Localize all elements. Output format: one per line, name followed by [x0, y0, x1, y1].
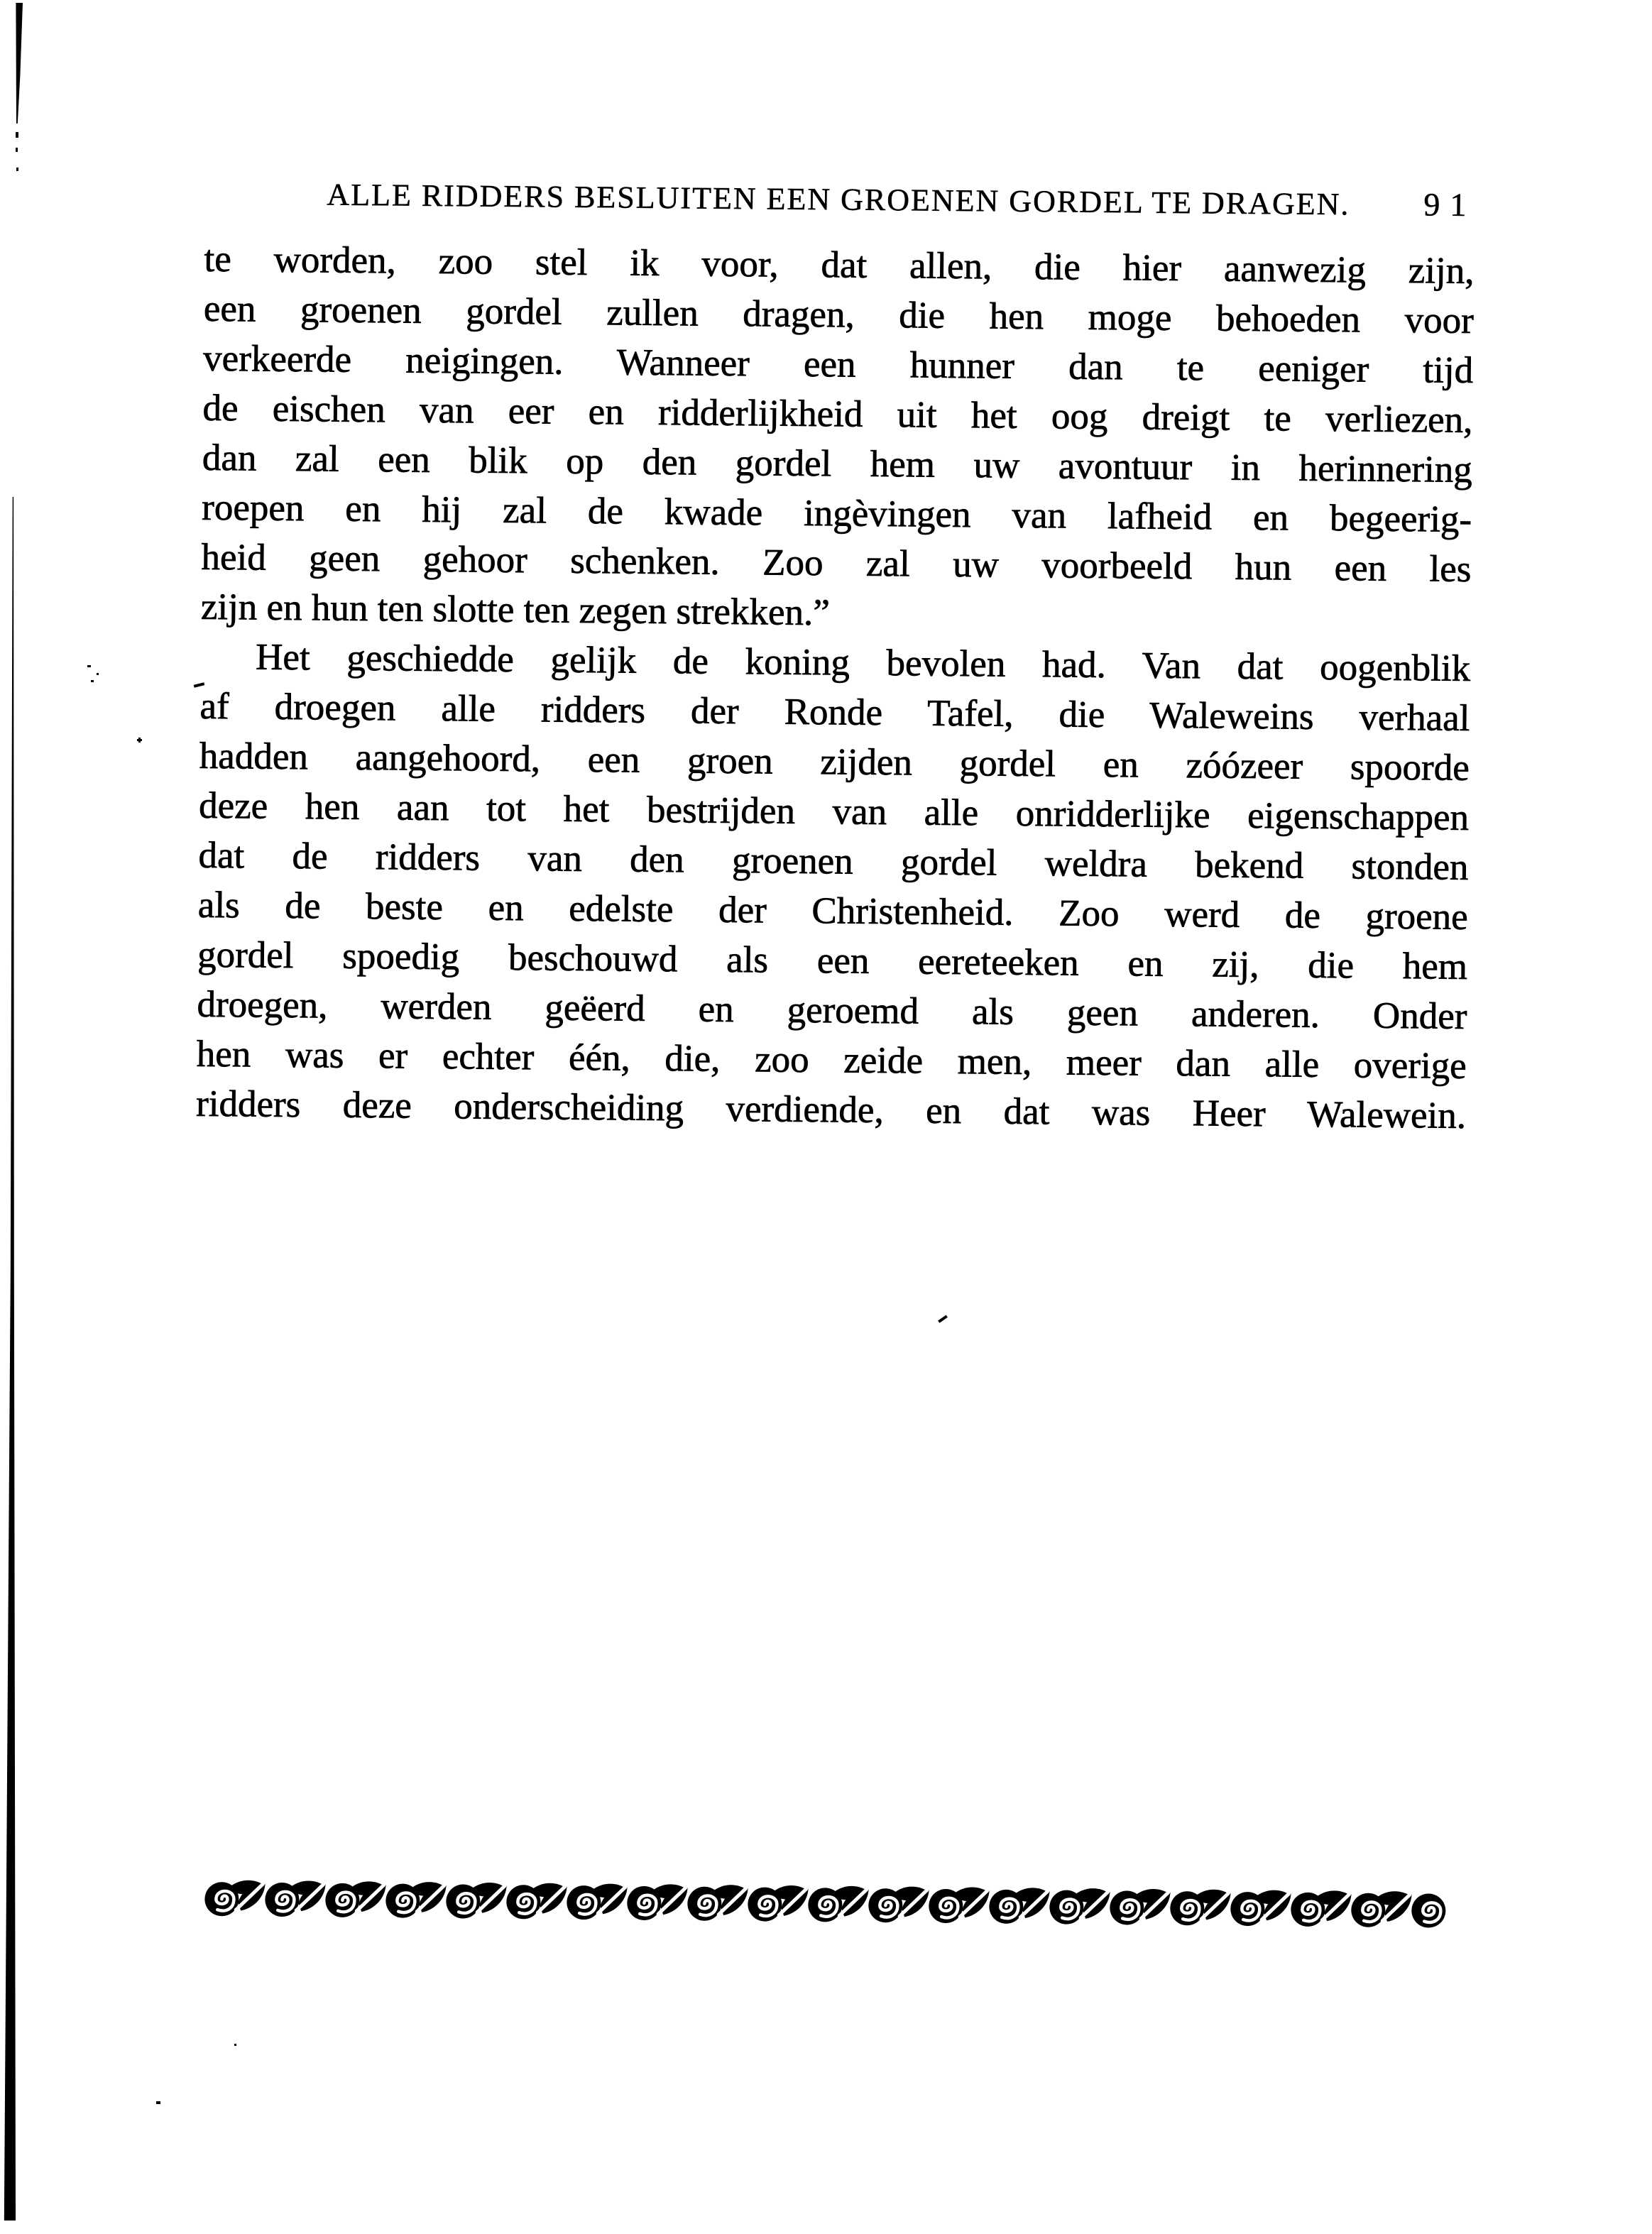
text-line: deze hen aan tot het bestrijden van alle onridderlijke eigenschappen	[198, 784, 1470, 839]
text-line: af droegen alle ridders der Ronde Tafel, die Waleweins verhaal	[199, 685, 1470, 740]
paragraph	[196, 632, 1471, 1141]
scroll-unit	[1170, 1889, 1230, 1926]
text-line: dat de ridders van den groenen gordel weldra bekend stonden	[198, 834, 1469, 889]
text-line: hadden aangehoord, een groen zijden gordel en zóózeer spoorde	[199, 735, 1470, 789]
text-line: te worden, zoo stel ik voor, dat allen, die hier aanwezig zijn,	[204, 238, 1475, 292]
scroll-unit	[506, 1883, 567, 1920]
scroll-unit	[567, 1883, 627, 1920]
text-line: dan zal een blik op den gordel hem uw avontuur in herinnering	[202, 437, 1473, 491]
scroll-unit	[1351, 1891, 1411, 1928]
text-line: een groenen gordel zullen dragen, die hen moge behoeden voor	[203, 288, 1475, 342]
paragraph	[201, 234, 1475, 644]
ornament-row	[204, 1880, 1445, 1928]
text-line: Het geschiedde gelijk de koning bevolen had. Van dat oogenblik	[255, 636, 1471, 690]
text-line: ridders deze onderscheiding verdiende, en dat was Heer Walewein.	[195, 1083, 1467, 1137]
running-header	[206, 175, 1476, 224]
scroll-unit	[929, 1887, 989, 1924]
scroll-unit	[1110, 1888, 1170, 1925]
text-line: zijn en hun ten slotte ten zegen strekken.”	[200, 586, 831, 634]
body-text	[196, 234, 1475, 1141]
text-line: gordel spoedig beschouwd als een eereteeken en zij, die hem	[197, 933, 1468, 988]
text-line: hen was er echter één, die, zoo zeide men, meer dan alle overige	[196, 1033, 1467, 1088]
text-line: heid geen gehoor schenken. Zoo zal uw voorbeeld hun een les	[201, 536, 1472, 591]
scroll-unit	[627, 1884, 687, 1921]
scan-artifact-speck	[16, 168, 18, 171]
scan-artifact-speck	[156, 2101, 160, 2104]
text-line: als de beste en edelste der Christenheid. Zoo werd de groene	[197, 884, 1469, 938]
scroll-unit	[1230, 1890, 1291, 1927]
page-number: 91	[1423, 186, 1477, 224]
text-line: droegen, werden geëerd en geroemd als geen anderen. Onder	[197, 983, 1467, 1038]
scroll-unit	[385, 1882, 446, 1919]
scroll-unit	[204, 1880, 265, 1917]
scroll-frieze-ornament	[204, 1877, 1475, 1930]
text-line: verkeerde neigingen. Wanneer een hunner dan te eeniger tijd	[202, 337, 1474, 392]
text-line: roepen en hij zal de kwade ingèvingen van lafheid en begeerig-	[201, 486, 1472, 541]
scan-artifact-speck	[97, 673, 99, 675]
chapter-title: ALLE RIDDERS BESLUITEN EEN GROENEN GORDEL TE DRAGEN.	[327, 177, 1350, 222]
scroll-unit	[808, 1885, 868, 1922]
scroll-unit	[325, 1881, 385, 1918]
scan-artifact-speck	[16, 148, 18, 152]
scan-artifact-speck	[87, 665, 91, 667]
text-line: de eischen van eer en ridderlijkheid uit het oog dreigt te verliezen,	[202, 387, 1473, 442]
scan-artifact-speck	[16, 132, 18, 138]
scroll-unit	[1291, 1890, 1351, 1927]
scroll-end-spiral	[1411, 1893, 1445, 1927]
scroll-unit	[868, 1886, 929, 1923]
scroll-unit	[748, 1885, 808, 1922]
scroll-unit	[1049, 1888, 1110, 1925]
scroll-frieze-svg	[204, 1877, 1475, 1930]
scan-artifact-speck	[137, 739, 142, 741]
scan-artifact-speck	[91, 680, 94, 682]
scroll-unit	[687, 1885, 748, 1922]
scroll-unit	[265, 1880, 325, 1917]
scroll-unit	[446, 1882, 506, 1919]
scan-artifact-speck	[234, 2044, 236, 2046]
scroll-unit	[989, 1888, 1049, 1924]
